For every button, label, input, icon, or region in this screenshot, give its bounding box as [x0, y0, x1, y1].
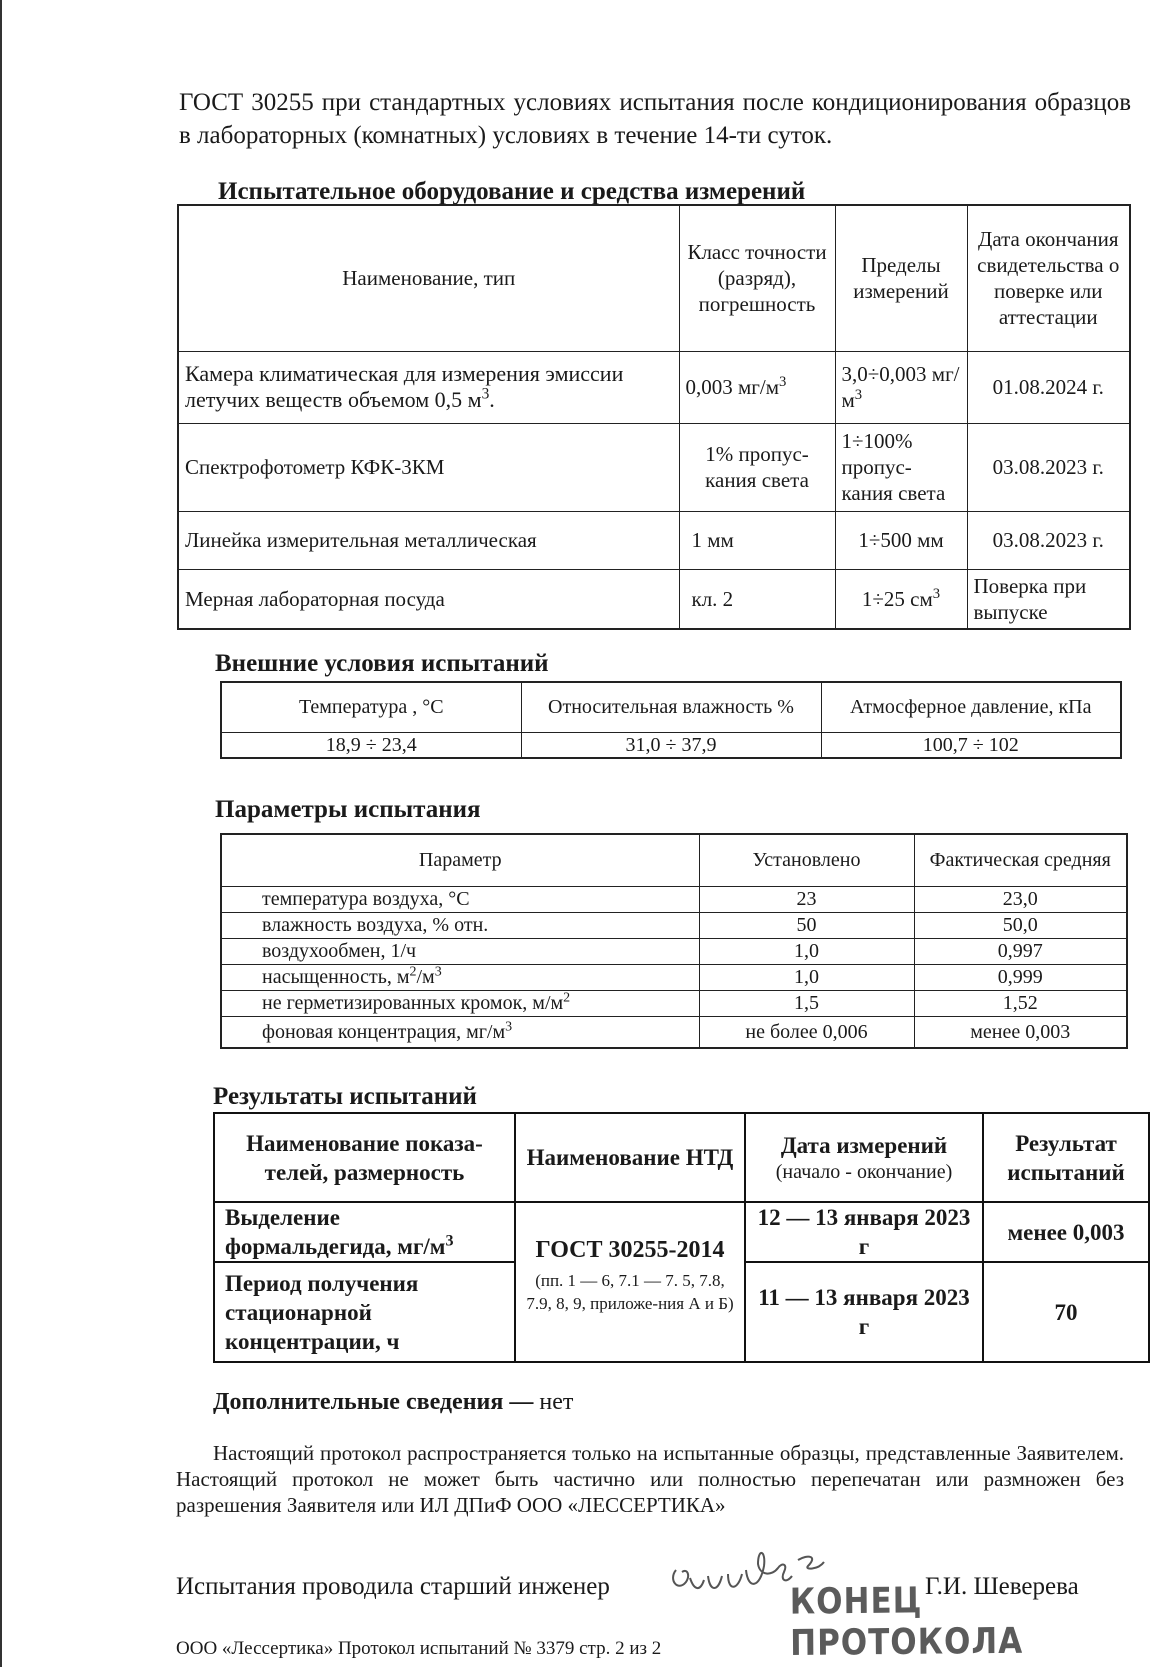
equipment-accuracy: кл. 2	[679, 569, 835, 629]
param-name: фоновая концентрация, $мг/м^3$	[221, 1016, 699, 1048]
equipment-name: Мерная лабораторная посуда	[178, 569, 679, 629]
page-footer: ООО «Лессертика» Протокол испытаний № 3379 стр. 2 из 2	[176, 1638, 662, 1659]
col-header-accuracy: Класс точности (разряд), погрешность	[679, 205, 835, 351]
indicator-name: Выделение формальдегида, $мг/м^3$	[214, 1202, 515, 1262]
param-name: воздухообмен, 1/ч	[221, 938, 699, 964]
pressure-value: 100,7 ÷ 102	[821, 732, 1121, 758]
param-name: не герметизированных кромок, $м/м^2$	[221, 990, 699, 1016]
equipment-table	[177, 204, 1131, 630]
param-set: 1,0	[699, 964, 914, 990]
col-header-temperature: Температура , °С	[221, 682, 521, 732]
signer-name: Г.И. Шеверева	[925, 1573, 1079, 1600]
params-title: Параметры испытания	[215, 796, 481, 823]
temperature-value: 18,9 ÷ 23,4	[221, 732, 521, 758]
table-header-row	[221, 682, 1121, 732]
results-table	[213, 1112, 1150, 1363]
params-table	[220, 833, 1128, 1049]
param-set: 1,5	[699, 990, 914, 1016]
col-header-pressure: Атмосферное давление, кПа	[821, 682, 1121, 732]
col-header-date: Дата измерений (начало - окончание)	[745, 1113, 983, 1202]
disclaimer-paragraph: Настоящий протокол распространяется только на испытанные образцы, представленные Заявителем. Настоящий протокол не может быть частично или полностью перепечатан или размножен без разрешения Заявителя или ИЛ ДПиФ ООО «ЛЕССЕРТИКА»	[176, 1441, 1124, 1517]
humidity-value: 31,0 ÷ 37,9	[521, 732, 821, 758]
param-set: 1,0	[699, 938, 914, 964]
param-name: влажность воздуха, % отн.	[221, 912, 699, 938]
col-header-result: Результат испытаний	[983, 1113, 1149, 1202]
table-row	[221, 912, 1127, 938]
param-name: насыщенность, $м^2/м^3$	[221, 964, 699, 990]
conditions-title: Внешние условия испытаний	[215, 650, 549, 677]
col-header-limits: Пределы измерений	[835, 205, 967, 351]
equipment-accuracy: 0,003 $мг/м^3$	[679, 351, 835, 423]
table-row	[178, 351, 1130, 423]
conditions-table	[220, 681, 1122, 759]
ntd-cell: ГОСТ 30255-2014 (пп. 1 — 6, 7.1 — 7. 5, 7.8, 7.9, 8, 9, приложе-ния А и Б)	[515, 1202, 745, 1362]
equipment-limits: 1÷500 мм	[835, 511, 967, 569]
col-header-indicator: Наименование показа-телей, размерность	[214, 1113, 515, 1202]
col-header-set: Установлено	[699, 834, 914, 886]
equipment-limits: 1÷25 $см^3$	[835, 569, 967, 629]
equipment-date: Поверка при выпуске	[967, 569, 1130, 629]
equipment-name: Линейка измерительная металлическая	[178, 511, 679, 569]
indicator-name: Период получения стационарной концентрации, ч	[214, 1262, 515, 1362]
equipment-name: Спектрофотометр КФК-3КМ	[178, 423, 679, 511]
additional-info: Дополнительные сведения — нет	[213, 1389, 574, 1415]
table-row	[221, 990, 1127, 1016]
signer-role: Испытания проводила старший инженер	[176, 1573, 610, 1600]
param-set: 23	[699, 886, 914, 912]
table-row	[178, 511, 1130, 569]
col-header-date: Дата окончания свидетельства о поверке или аттестации	[967, 205, 1130, 351]
equipment-limits: 3,0÷0,003 $мг/м^3$	[835, 351, 967, 423]
table-row	[214, 1202, 1149, 1262]
equipment-date: 03.08.2023 г.	[967, 511, 1130, 569]
param-actual: менее 0,003	[914, 1016, 1127, 1048]
param-set: 50	[699, 912, 914, 938]
param-actual: 0,997	[914, 938, 1127, 964]
equipment-date: 03.08.2023 г.	[967, 423, 1130, 511]
intro-paragraph: ГОСТ 30255 при стандартных условиях испытания после кондиционирования образцов в лабораторных (комнатных) условиях в течение 14-ти суток.	[179, 89, 1131, 149]
page-edge-line	[0, 0, 2, 1667]
table-row	[178, 423, 1130, 511]
param-name: температура воздуха, °С	[221, 886, 699, 912]
col-header-param: Параметр	[221, 834, 699, 886]
table-row	[221, 886, 1127, 912]
col-header-ntd: Наименование НТД	[515, 1113, 745, 1202]
param-actual: 0,999	[914, 964, 1127, 990]
col-header-humidity: Относительная влажность %	[521, 682, 821, 732]
equipment-title: Испытательное оборудование и средства измерений	[218, 178, 806, 205]
param-actual: 50,0	[914, 912, 1127, 938]
table-row	[221, 1016, 1127, 1048]
equipment-date: 01.08.2024 г.	[967, 351, 1130, 423]
table-row	[178, 569, 1130, 629]
equipment-accuracy: 1% пропус-кания света	[679, 423, 835, 511]
result-value: 70	[983, 1262, 1149, 1362]
result-value: менее 0,003	[983, 1202, 1149, 1262]
equipment-name: Камера климатическая для измерения эмиссии летучих веществ объемом 0,5 $м^3$.	[178, 351, 679, 423]
measurement-date: 11 — 13 января 2023 г	[745, 1262, 983, 1362]
param-actual: 1,52	[914, 990, 1127, 1016]
measurement-date: 12 — 13 января 2023 г	[745, 1202, 983, 1262]
results-title: Результаты испытаний	[213, 1083, 477, 1110]
table-row	[221, 732, 1121, 758]
end-of-protocol-stamp: КОНЕЦ ПРОТОКОЛА	[789, 1580, 1024, 1665]
table-header-row	[178, 205, 1130, 351]
col-header-name: Наименование, тип	[178, 205, 679, 351]
equipment-limits: 1÷100% пропус-кания света	[835, 423, 967, 511]
table-row	[221, 938, 1127, 964]
table-row	[221, 964, 1127, 990]
param-actual: 23,0	[914, 886, 1127, 912]
table-header-row	[214, 1113, 1149, 1202]
param-set: не более 0,006	[699, 1016, 914, 1048]
equipment-accuracy: 1 мм	[679, 511, 835, 569]
col-header-actual: Фактическая средняя	[914, 834, 1127, 886]
table-header-row	[221, 834, 1127, 886]
